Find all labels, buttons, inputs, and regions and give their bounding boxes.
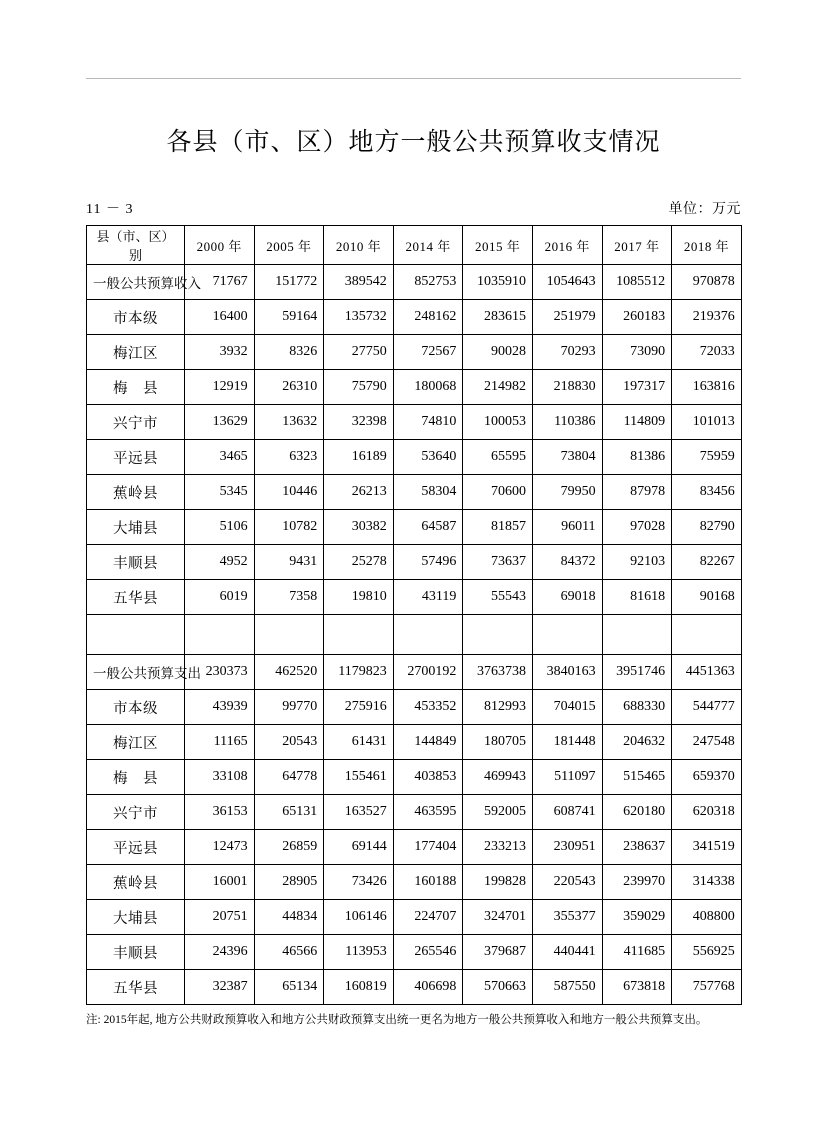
table-row xyxy=(87,900,742,935)
table-row xyxy=(87,725,742,760)
table-cell: 970878 xyxy=(672,265,742,300)
table-cell: 389542 xyxy=(324,265,394,300)
table-header xyxy=(87,226,742,265)
table-cell: 260183 xyxy=(602,300,672,335)
table-cell: 55543 xyxy=(463,580,533,615)
table-cell: 233213 xyxy=(463,830,533,865)
table-cell: 30382 xyxy=(324,510,394,545)
table-body xyxy=(87,265,742,1005)
table-cell: 544777 xyxy=(672,690,742,725)
table-cell: 463595 xyxy=(393,795,463,830)
table-row xyxy=(87,300,742,335)
table-cell: 26213 xyxy=(324,475,394,510)
footnote: 注: 2015年起, 地方公共财政预算收入和地方公共财政预算支出统一更名为地方一般公共预算收入和地方一般公共预算支出。 xyxy=(86,1014,708,1026)
table-cell: 10782 xyxy=(254,510,324,545)
table-cell: 7358 xyxy=(254,580,324,615)
table-cell: 197317 xyxy=(602,370,672,405)
table-cell: 688330 xyxy=(602,690,672,725)
table-spacer-cell xyxy=(393,615,463,655)
table-cell: 70293 xyxy=(532,335,602,370)
table-cell: 113953 xyxy=(324,935,394,970)
table-row xyxy=(87,580,742,615)
table-cell: 71767 xyxy=(185,265,255,300)
table-cell: 16189 xyxy=(324,440,394,475)
row-label: 一般公共预算支出 xyxy=(87,655,185,690)
table-cell: 8326 xyxy=(254,335,324,370)
table-cell: 283615 xyxy=(463,300,533,335)
table-row xyxy=(87,655,742,690)
table-cell: 106146 xyxy=(324,900,394,935)
table-cell: 64587 xyxy=(393,510,463,545)
table-cell: 163527 xyxy=(324,795,394,830)
table-spacer-cell xyxy=(87,615,185,655)
table-cell: 3465 xyxy=(185,440,255,475)
column-header-2000: 2000 年 xyxy=(185,226,255,265)
table-cell: 69144 xyxy=(324,830,394,865)
table-cell: 314338 xyxy=(672,865,742,900)
table-cell: 28905 xyxy=(254,865,324,900)
table-spacer-cell xyxy=(254,615,324,655)
table-cell: 3932 xyxy=(185,335,255,370)
table-cell: 20543 xyxy=(254,725,324,760)
table-cell: 406698 xyxy=(393,970,463,1005)
table-cell: 704015 xyxy=(532,690,602,725)
table-cell: 5345 xyxy=(185,475,255,510)
table-spacer-cell xyxy=(324,615,394,655)
table-cell: 12473 xyxy=(185,830,255,865)
table-cell: 114809 xyxy=(602,405,672,440)
table-cell: 25278 xyxy=(324,545,394,580)
row-label: 大埔县 xyxy=(87,900,185,935)
table-cell: 275916 xyxy=(324,690,394,725)
unit-label: 单位：万元 xyxy=(668,202,741,217)
table-cell: 6019 xyxy=(185,580,255,615)
table-cell: 96011 xyxy=(532,510,602,545)
column-header-2014: 2014 年 xyxy=(393,226,463,265)
table-cell: 440441 xyxy=(532,935,602,970)
row-label: 丰顺县 xyxy=(87,935,185,970)
table-cell: 218830 xyxy=(532,370,602,405)
table-cell: 230373 xyxy=(185,655,255,690)
table-cell: 511097 xyxy=(532,760,602,795)
table-cell: 135732 xyxy=(324,300,394,335)
table-spacer-cell xyxy=(602,615,672,655)
table-cell: 73637 xyxy=(463,545,533,580)
table-cell: 359029 xyxy=(602,900,672,935)
table-spacer-cell xyxy=(532,615,602,655)
table-cell: 81857 xyxy=(463,510,533,545)
row-label: 蕉岭县 xyxy=(87,865,185,900)
table-cell: 87978 xyxy=(602,475,672,510)
table-cell: 32398 xyxy=(324,405,394,440)
table-row xyxy=(87,475,742,510)
table-cell: 90168 xyxy=(672,580,742,615)
table-cell: 177404 xyxy=(393,830,463,865)
table-cell: 43939 xyxy=(185,690,255,725)
table-cell: 469943 xyxy=(463,760,533,795)
table-cell: 265546 xyxy=(393,935,463,970)
table-row xyxy=(87,970,742,1005)
table-cell: 101013 xyxy=(672,405,742,440)
table-cell: 26859 xyxy=(254,830,324,865)
row-label: 蕉岭县 xyxy=(87,475,185,510)
table-cell: 570663 xyxy=(463,970,533,1005)
table-cell: 84372 xyxy=(532,545,602,580)
table-cell: 4952 xyxy=(185,545,255,580)
row-label: 一般公共预算收入 xyxy=(87,265,185,300)
table-cell: 16001 xyxy=(185,865,255,900)
table-cell: 160819 xyxy=(324,970,394,1005)
table-cell: 72033 xyxy=(672,335,742,370)
table-cell: 65134 xyxy=(254,970,324,1005)
header-divider xyxy=(86,78,741,79)
table-cell: 556925 xyxy=(672,935,742,970)
table-meta-row xyxy=(86,198,741,218)
table-cell: 12919 xyxy=(185,370,255,405)
table-row xyxy=(87,405,742,440)
table-row xyxy=(87,335,742,370)
table-cell: 341519 xyxy=(672,830,742,865)
table-cell: 220543 xyxy=(532,865,602,900)
table-cell: 100053 xyxy=(463,405,533,440)
table-cell: 238637 xyxy=(602,830,672,865)
table-cell: 219376 xyxy=(672,300,742,335)
table-cell: 81618 xyxy=(602,580,672,615)
row-label: 五华县 xyxy=(87,970,185,1005)
budget-table xyxy=(86,225,742,1005)
table-cell: 151772 xyxy=(254,265,324,300)
table-cell: 33108 xyxy=(185,760,255,795)
table-cell: 160188 xyxy=(393,865,463,900)
table-cell: 852753 xyxy=(393,265,463,300)
table-cell: 61431 xyxy=(324,725,394,760)
table-cell: 620318 xyxy=(672,795,742,830)
table-cell: 24396 xyxy=(185,935,255,970)
table-cell: 11165 xyxy=(185,725,255,760)
table-cell: 224707 xyxy=(393,900,463,935)
table-cell: 1035910 xyxy=(463,265,533,300)
column-header-2010: 2010 年 xyxy=(324,226,394,265)
column-header-2018: 2018 年 xyxy=(672,226,742,265)
table-cell: 58304 xyxy=(393,475,463,510)
table-cell: 65131 xyxy=(254,795,324,830)
table-cell: 74810 xyxy=(393,405,463,440)
table-cell: 379687 xyxy=(463,935,533,970)
table-cell: 3763738 xyxy=(463,655,533,690)
table-cell: 69018 xyxy=(532,580,602,615)
table-cell: 79950 xyxy=(532,475,602,510)
table-cell: 19810 xyxy=(324,580,394,615)
table-cell: 592005 xyxy=(463,795,533,830)
row-label: 兴宁市 xyxy=(87,405,185,440)
table-row xyxy=(87,265,742,300)
table-cell: 110386 xyxy=(532,405,602,440)
table-cell: 3840163 xyxy=(532,655,602,690)
table-number: 11 － 3 xyxy=(86,202,134,217)
table-cell: 2700192 xyxy=(393,655,463,690)
table-cell: 324701 xyxy=(463,900,533,935)
table-cell: 44834 xyxy=(254,900,324,935)
table-row xyxy=(87,545,742,580)
column-header-2016: 2016 年 xyxy=(532,226,602,265)
table-cell: 403853 xyxy=(393,760,463,795)
table-cell: 20751 xyxy=(185,900,255,935)
table-cell: 99770 xyxy=(254,690,324,725)
table-cell: 46566 xyxy=(254,935,324,970)
table-row xyxy=(87,510,742,545)
table-cell: 53640 xyxy=(393,440,463,475)
table-cell: 180705 xyxy=(463,725,533,760)
table-cell: 4451363 xyxy=(672,655,742,690)
table-spacer-cell xyxy=(185,615,255,655)
table-cell: 155461 xyxy=(324,760,394,795)
table-cell: 73426 xyxy=(324,865,394,900)
table-cell: 515465 xyxy=(602,760,672,795)
table-cell: 608741 xyxy=(532,795,602,830)
table-cell: 81386 xyxy=(602,440,672,475)
table-row xyxy=(87,830,742,865)
table-cell: 32387 xyxy=(185,970,255,1005)
table-cell: 43119 xyxy=(393,580,463,615)
table-cell: 90028 xyxy=(463,335,533,370)
table-cell: 6323 xyxy=(254,440,324,475)
table-cell: 620180 xyxy=(602,795,672,830)
table-cell: 13632 xyxy=(254,405,324,440)
table-row xyxy=(87,935,742,970)
table-cell: 59164 xyxy=(254,300,324,335)
table-cell: 5106 xyxy=(185,510,255,545)
table-row xyxy=(87,760,742,795)
row-label: 梅江区 xyxy=(87,335,185,370)
row-label: 大埔县 xyxy=(87,510,185,545)
table-cell: 355377 xyxy=(532,900,602,935)
table-cell: 1085512 xyxy=(602,265,672,300)
table-cell: 204632 xyxy=(602,725,672,760)
table-cell: 199828 xyxy=(463,865,533,900)
table-cell: 72567 xyxy=(393,335,463,370)
table-cell: 587550 xyxy=(532,970,602,1005)
row-label: 平远县 xyxy=(87,440,185,475)
table-cell: 36153 xyxy=(185,795,255,830)
table-cell: 247548 xyxy=(672,725,742,760)
table-cell: 757768 xyxy=(672,970,742,1005)
row-label: 平远县 xyxy=(87,830,185,865)
table-cell: 239970 xyxy=(602,865,672,900)
table-cell: 659370 xyxy=(672,760,742,795)
row-label: 兴宁市 xyxy=(87,795,185,830)
table-cell: 812993 xyxy=(463,690,533,725)
table-cell: 70600 xyxy=(463,475,533,510)
table-spacer-row xyxy=(87,615,742,655)
table-cell: 9431 xyxy=(254,545,324,580)
table-cell: 214982 xyxy=(463,370,533,405)
table-cell: 163816 xyxy=(672,370,742,405)
table-cell: 75790 xyxy=(324,370,394,405)
row-label: 市本级 xyxy=(87,300,185,335)
table-row xyxy=(87,370,742,405)
table-spacer-cell xyxy=(672,615,742,655)
row-label: 丰顺县 xyxy=(87,545,185,580)
row-label: 梅 县 xyxy=(87,760,185,795)
table-cell: 82790 xyxy=(672,510,742,545)
table-cell: 10446 xyxy=(254,475,324,510)
table-cell: 411685 xyxy=(602,935,672,970)
page-title: 各县（市、区）地方一般公共预算收支情况 xyxy=(166,127,661,156)
table-cell: 3951746 xyxy=(602,655,672,690)
table-row xyxy=(87,795,742,830)
table-row xyxy=(87,865,742,900)
table-cell: 462520 xyxy=(254,655,324,690)
table-cell: 673818 xyxy=(602,970,672,1005)
table-cell: 181448 xyxy=(532,725,602,760)
table-cell: 251979 xyxy=(532,300,602,335)
table-cell: 73804 xyxy=(532,440,602,475)
table-cell: 83456 xyxy=(672,475,742,510)
table-cell: 82267 xyxy=(672,545,742,580)
row-label: 市本级 xyxy=(87,690,185,725)
column-header-2005: 2005 年 xyxy=(254,226,324,265)
table-spacer-cell xyxy=(463,615,533,655)
table-header-row xyxy=(87,226,742,265)
table-cell: 75959 xyxy=(672,440,742,475)
table-cell: 92103 xyxy=(602,545,672,580)
column-header-region: 县（市、区）别 xyxy=(87,226,185,265)
table-cell: 57496 xyxy=(393,545,463,580)
table-cell: 13629 xyxy=(185,405,255,440)
row-label: 梅江区 xyxy=(87,725,185,760)
column-header-2015: 2015 年 xyxy=(463,226,533,265)
row-label: 梅 县 xyxy=(87,370,185,405)
table-cell: 180068 xyxy=(393,370,463,405)
table-cell: 64778 xyxy=(254,760,324,795)
table-cell: 1054643 xyxy=(532,265,602,300)
table-row xyxy=(87,440,742,475)
table-row xyxy=(87,690,742,725)
row-label: 五华县 xyxy=(87,580,185,615)
table-cell: 26310 xyxy=(254,370,324,405)
table-cell: 248162 xyxy=(393,300,463,335)
table-cell: 97028 xyxy=(602,510,672,545)
table-cell: 144849 xyxy=(393,725,463,760)
table-cell: 73090 xyxy=(602,335,672,370)
table-cell: 65595 xyxy=(463,440,533,475)
column-header-2017: 2017 年 xyxy=(602,226,672,265)
table-cell: 230951 xyxy=(532,830,602,865)
table-cell: 16400 xyxy=(185,300,255,335)
table-cell: 27750 xyxy=(324,335,394,370)
table-cell: 408800 xyxy=(672,900,742,935)
table-cell: 1179823 xyxy=(324,655,394,690)
table-cell: 453352 xyxy=(393,690,463,725)
